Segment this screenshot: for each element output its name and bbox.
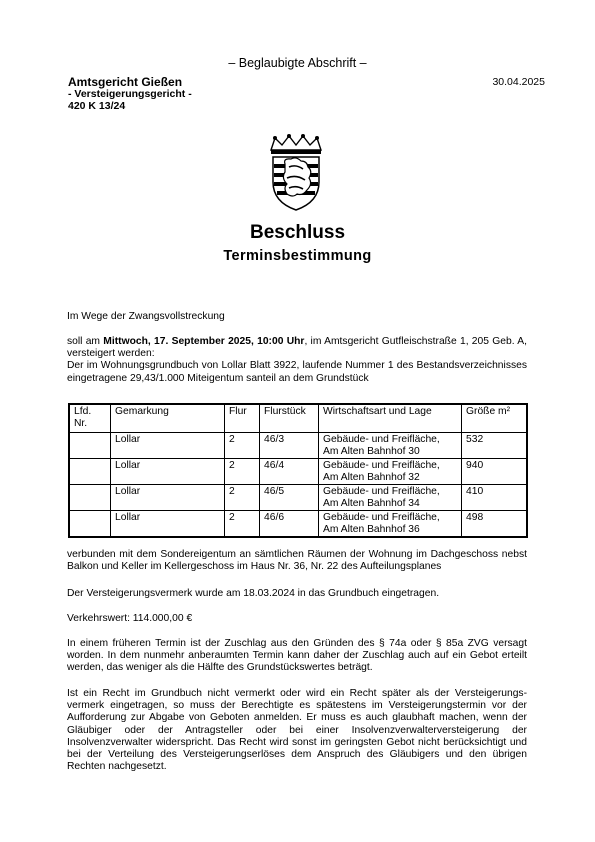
cell-lfd-nr xyxy=(69,511,111,538)
cell-flurstueck: 46/4 xyxy=(260,459,319,485)
court-department: - Versteigerungsgericht - xyxy=(68,88,192,100)
col-header-flurstueck: Flurstück xyxy=(260,404,319,433)
cell-lfd-nr xyxy=(69,433,111,459)
col-header-gemarkung: Gemarkung xyxy=(111,404,225,433)
cell-groesse: 532 xyxy=(462,433,528,459)
auction-paragraph xyxy=(67,336,527,385)
hessen-lion-crest-icon xyxy=(263,134,329,212)
auction-date-time: Mittwoch, 17. September 2025, 10:00 Uhr xyxy=(103,336,305,347)
cell-wirtschaftsart: Gebäude- und Freifläche, Am Alten Bahnhof 30 xyxy=(319,433,462,459)
cell-flur: 2 xyxy=(225,459,260,485)
table-row xyxy=(69,485,527,511)
cell-flur: 2 xyxy=(225,433,260,459)
cell-wirtschaftsart: Gebäude- und Freifläche, Am Alten Bahnhof 36 xyxy=(319,511,462,538)
document-title: Beschluss xyxy=(249,222,346,243)
cell-gemarkung: Lollar xyxy=(111,485,225,511)
court-block xyxy=(68,76,192,112)
cell-wirtschaftsart: Gebäude- und Freifläche, Am Alten Bahnhof 32 xyxy=(319,459,462,485)
cell-flurstueck: 46/6 xyxy=(260,511,319,538)
document-subtitle: Terminsbestimmung xyxy=(223,248,372,264)
table-row xyxy=(69,511,527,538)
cell-groesse: 410 xyxy=(462,485,528,511)
cell-flur: 2 xyxy=(225,485,260,511)
cell-flurstueck: 46/3 xyxy=(260,433,319,459)
intro-text: Im Wege der Zwangsvollstreckung xyxy=(67,311,225,322)
auction-location: , im Amtsgericht Gutfleischstraße 1, 205 Geb. A, versteigert werden: xyxy=(67,336,527,360)
cell-gemarkung: Lollar xyxy=(111,433,225,459)
cell-groesse: 498 xyxy=(462,511,528,538)
document-date: 30.04.2025 xyxy=(492,76,545,88)
col-header-lfd-nr: Lfd. Nr. xyxy=(69,404,111,433)
market-value-text: Verkehrswert: 114.000,00 € xyxy=(67,613,193,624)
auction-prefix: soll am xyxy=(67,336,104,347)
cell-gemarkung: Lollar xyxy=(111,459,225,485)
cell-gemarkung: Lollar xyxy=(111,511,225,538)
cell-wirtschaftsart: Gebäude- und Freifläche, Am Alten Bahnhof 34 xyxy=(319,485,462,511)
registration-text: Der Versteigerungsvermerk wurde am 18.03.2024 in das Grundbuch eingetragen. xyxy=(67,588,440,599)
special-property-text: verbunden mit dem Sondereigentum an sämtlichen Räumen der Wohnung im Dachgeschoss nebst Balkon und Keller im Kellergeschoss im Haus Nr. 36, Nr. 22 des Aufteilungsplanes xyxy=(67,549,527,573)
cell-flur: 2 xyxy=(225,511,260,538)
property-description: Der im Wohnungsgrundbuch von Lollar Blatt 3922, laufende Nummer 1 des Bestandsverzeichnisses eingetragene 29,43/1.000 Miteigentum santeil an dem Grundstück xyxy=(67,360,527,384)
cell-groesse: 940 xyxy=(462,459,528,485)
col-header-groesse: Größe m² xyxy=(462,404,528,433)
cell-lfd-nr xyxy=(69,459,111,485)
certified-copy-note: – Beglaubigte Abschrift – xyxy=(228,56,367,70)
rights-text: Ist ein Recht im Grundbuch nicht vermerkt oder wird ein Recht später als der Versteigerungs-vermerk eingetragen, so muss der Berechtigte es spätestens im Versteigerungstermin vor der Aufforderung zur Abgabe von Geboten anmelden. Er muss es auch glaubhaft machen, wenn der Gläubiger oder der Antragsteller oder bei einer Insolvenzverwalterversteigerung der Insolvenzverwalter widerspricht. Das Recht wird sonst im geringsten Gebot nicht berücksichtigt und bei der Verteilung des Versteigerungserlöses dem Anspruch des Gläubigers und den übrigen Rechten nachgesetzt. xyxy=(67,688,527,773)
earlier-term-text: In einem früheren Termin ist der Zuschlag aus den Gründen des § 74a oder § 85a ZVG versagt worden. In dem nunmehr anberaumten Termin kann daher der Zuschlag auch auf ein Gebot erteilt werden, das weniger als die Hälfte des Grundstückswertes beträgt. xyxy=(67,638,527,674)
court-name: Amtsgericht Gießen xyxy=(68,75,183,89)
cell-lfd-nr xyxy=(69,485,111,511)
col-header-flur: Flur xyxy=(225,404,260,433)
cell-flurstueck: 46/5 xyxy=(260,485,319,511)
col-header-wirtschaftsart: Wirtschaftsart und Lage xyxy=(319,404,462,433)
parcel-table xyxy=(68,403,528,538)
case-number: 420 K 13/24 xyxy=(68,100,126,112)
table-row xyxy=(69,433,527,459)
table-row xyxy=(69,459,527,485)
table-header-row xyxy=(69,404,527,433)
